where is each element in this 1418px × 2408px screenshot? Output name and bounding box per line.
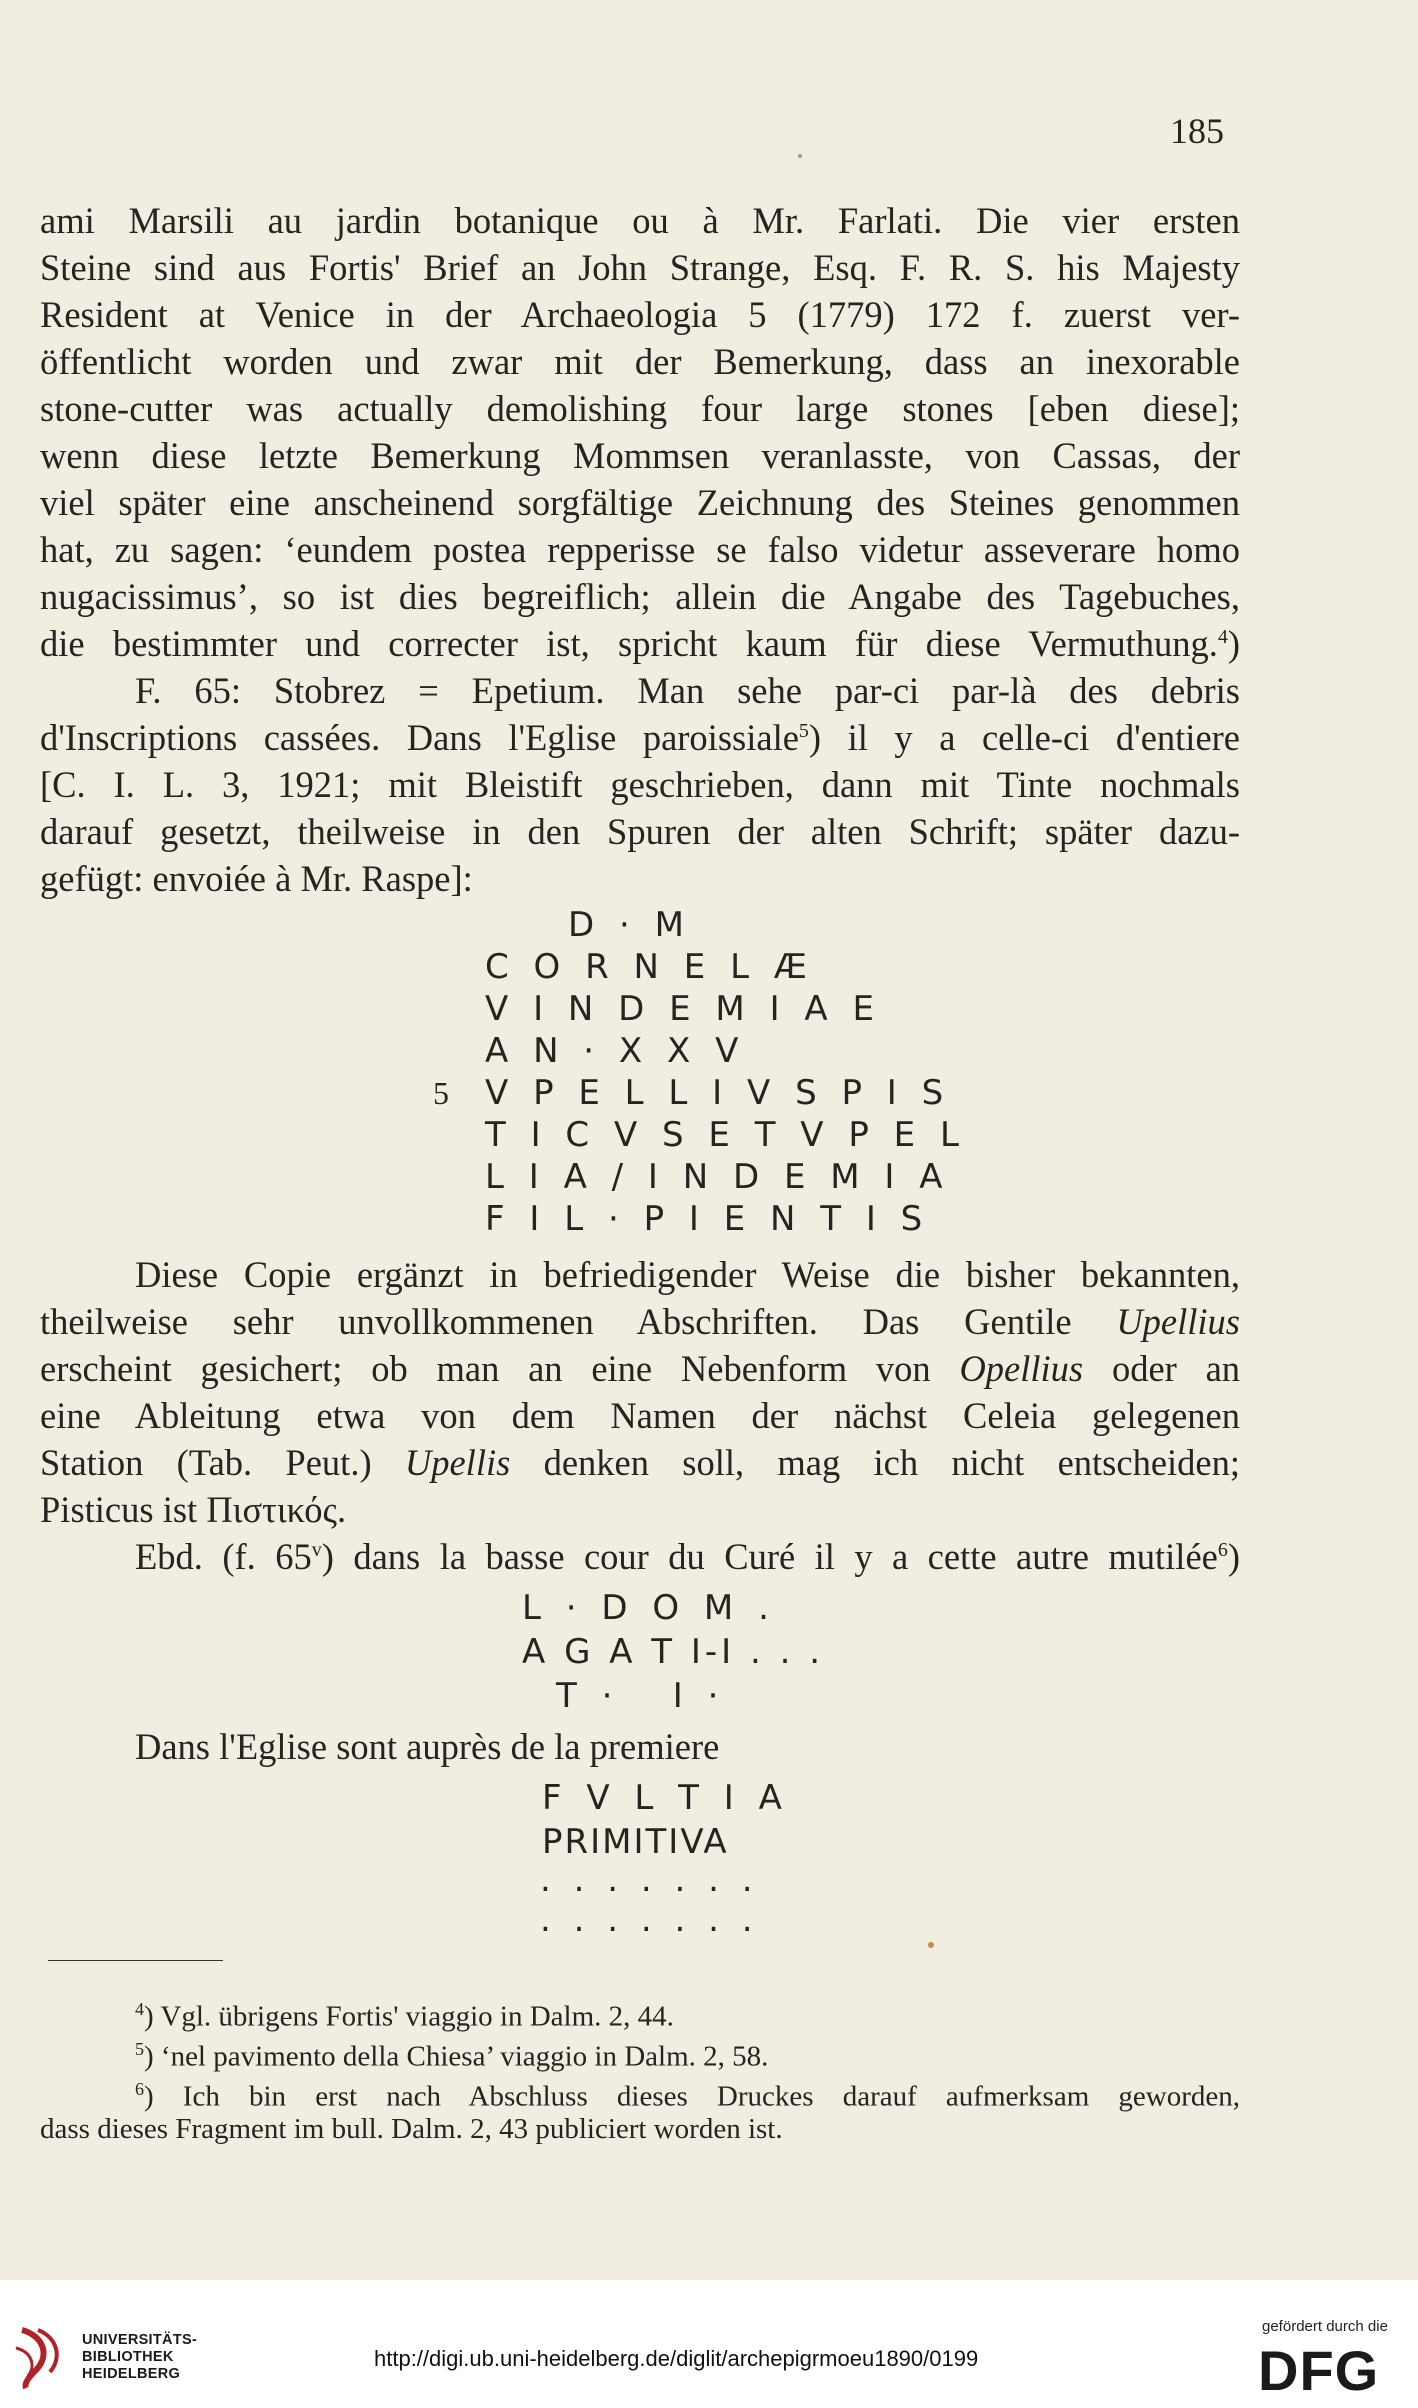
footnote	[135, 2072, 1240, 2114]
library-name-line: HEIDELBERG	[82, 2366, 181, 2382]
funded-by-label: gefördert durch die	[1262, 2318, 1388, 2335]
inscription-line: F V L T I A	[542, 1778, 789, 1818]
text-segment: die bestimmter und correcter ist, spricht kaum für diese Vermuthung.	[40, 623, 1218, 664]
footnote-mark: 5	[135, 2039, 144, 2059]
inscription-line: L · D O M .	[522, 1588, 776, 1628]
text-segment: ) dans la basse cour du Curé il y a cette autre mutilée	[321, 1536, 1218, 1577]
text-segment: oder an	[1111, 1348, 1241, 1389]
footnote	[135, 1992, 1240, 2034]
inscription-line: L I A / I N D E M I A	[485, 1157, 950, 1197]
inscription-line: . . . . . . .	[540, 1860, 759, 1900]
footnote-ref: 4	[1217, 625, 1228, 648]
text-segment: theilweise sehr unvollkommenen Abschriften. Das Gentile	[40, 1301, 1072, 1342]
dfg-logo: DFG	[1258, 2339, 1380, 2402]
text-segment: denken soll, mag ich nicht entscheiden;	[543, 1442, 1241, 1483]
text-segment: )	[1227, 1536, 1241, 1577]
inscription-line: PRIMITIVA	[542, 1822, 729, 1862]
page-number: 185	[1170, 111, 1224, 151]
inscription-line: V P E L L I V S P I S	[485, 1073, 951, 1113]
library-name	[82, 2332, 197, 2383]
text-line: nugacissimus’, so ist dies begreiflich; allein die Angabe des Tagebuches,	[40, 576, 1240, 617]
text-segment: erscheint gesichert; ob man an eine Nebenform von	[40, 1348, 931, 1389]
text-line	[40, 623, 1240, 665]
text-line	[135, 1536, 1240, 1578]
text-segment: d'Inscriptions cassées. Dans l'Eglise paroissiale	[40, 717, 799, 758]
text-line: wenn diese letzte Bemerkung Mommsen veranlasste, von Cassas, der	[40, 435, 1240, 476]
text-line: ami Marsili au jardin botanique ou à Mr. Farlati. Die vier ersten	[40, 200, 1240, 241]
italic-term: Upellis	[404, 1442, 511, 1483]
text-line	[40, 1301, 1240, 1343]
footnote-text: ) Vgl. übrigens Fortis' viaggio in Dalm. 2, 44.	[144, 2000, 674, 2033]
footnote-text: ) ‘nel pavimento della Chiesa’ viaggio in Dalm. 2, 58.	[144, 2040, 769, 2073]
text-line: darauf gesetzt, theilweise in den Spuren der alten Schrift; später dazu-	[40, 811, 1240, 852]
text-segment: )	[1227, 623, 1240, 664]
text-line: Dans l'Eglise sont auprès de la premiere	[135, 1726, 720, 1767]
library-name-line: BIBLIOTHEK	[82, 2349, 174, 2365]
inscription-line: . . . . . . .	[540, 1900, 759, 1940]
text-line	[40, 1442, 1240, 1484]
text-segment: Pisticus ist	[40, 1489, 198, 1530]
footnote-mark: 4	[135, 1999, 144, 2019]
inscription-line: C O R N E L Æ	[485, 947, 814, 987]
text-line: viel später eine anscheinend sorgfältige Zeichnung des Steines genommen	[40, 482, 1240, 523]
inscription-line: V I N D E M I A E	[485, 989, 881, 1029]
inscription-line-number: 5	[433, 1075, 449, 1111]
text-line: Steine sind aus Fortis' Brief an John Strange, Esq. F. R. S. his Majesty	[40, 247, 1240, 288]
text-line: öffentlicht worden und zwar mit der Bemerkung, dass an inexorable	[40, 341, 1240, 382]
text-line	[40, 1489, 1240, 1531]
text-line	[40, 1348, 1240, 1390]
text-segment: Station (Tab. Peut.)	[40, 1442, 372, 1483]
text-line: gefügt: envoiée à Mr. Raspe]:	[40, 858, 473, 899]
inscription-line: D · M	[568, 905, 691, 945]
text-line: stone-cutter was actually demolishing four large stones [eben diese];	[40, 388, 1240, 429]
text-line: eine Ableitung etwa von dem Namen der nächst Celeia gelegenen	[40, 1395, 1240, 1436]
inscription-line: A N · X X V	[485, 1031, 746, 1071]
inscription-line: T · I ·	[556, 1676, 726, 1716]
footnote-ref: 5	[798, 719, 809, 742]
italic-term: Upellius	[1116, 1301, 1241, 1342]
superscript: v	[311, 1538, 322, 1561]
paper-spot	[928, 1942, 934, 1948]
inscription-line: A G A T I-I . . .	[522, 1632, 825, 1672]
library-name-line: UNIVERSITÄTS-	[82, 2332, 198, 2348]
footnote-ref: 6	[1217, 1538, 1228, 1561]
text-line: hat, zu sagen: ‘eundem postea repperisse se falso videtur asseverare homo	[40, 529, 1240, 570]
inscription-line: F I L · P I E N T I S	[485, 1199, 930, 1239]
text-segment: ) il y a celle-ci d'entiere	[808, 717, 1240, 758]
text-line: Resident at Venice in der Archaeologia 5 (1779) 172 f. zuerst ver-	[40, 294, 1240, 335]
text-line	[40, 717, 1240, 759]
paper-spot	[798, 154, 802, 158]
text-segment: Ebd. (f. 65	[135, 1536, 312, 1577]
footer-bar	[0, 2280, 1418, 2408]
footnote	[135, 2032, 1240, 2074]
text-line: Diese Copie ergänzt in befriedigender Weise die bisher bekannten,	[135, 1254, 1240, 1295]
text-line: [C. I. L. 3, 1921; mit Bleistift geschrieben, dann mit Tinte nochmals	[40, 764, 1240, 805]
source-url-link[interactable]: http://digi.ub.uni-heidelberg.de/diglit/archepigrmoeu1890/0199	[374, 2346, 979, 2371]
footnote-mark: 6	[135, 2079, 144, 2099]
inscription-line: T I C V S E T V P E L	[485, 1115, 966, 1155]
footnote-continuation: dass dieses Fragment im bull. Dalm. 2, 43 publiciert worden ist.	[40, 2113, 783, 2145]
university-library-logo	[14, 2326, 70, 2390]
greek-term: Πιστικός.	[206, 1489, 347, 1530]
footnote-text: ) Ich bin erst nach Abschluss dieses Druckes darauf aufmerksam geworden,	[144, 2080, 1240, 2113]
italic-term: Opellius	[959, 1348, 1084, 1389]
text-line: F. 65: Stobrez = Epetium. Man sehe par-ci par-là des debris	[135, 670, 1240, 711]
footnote-separator	[48, 1960, 223, 1961]
